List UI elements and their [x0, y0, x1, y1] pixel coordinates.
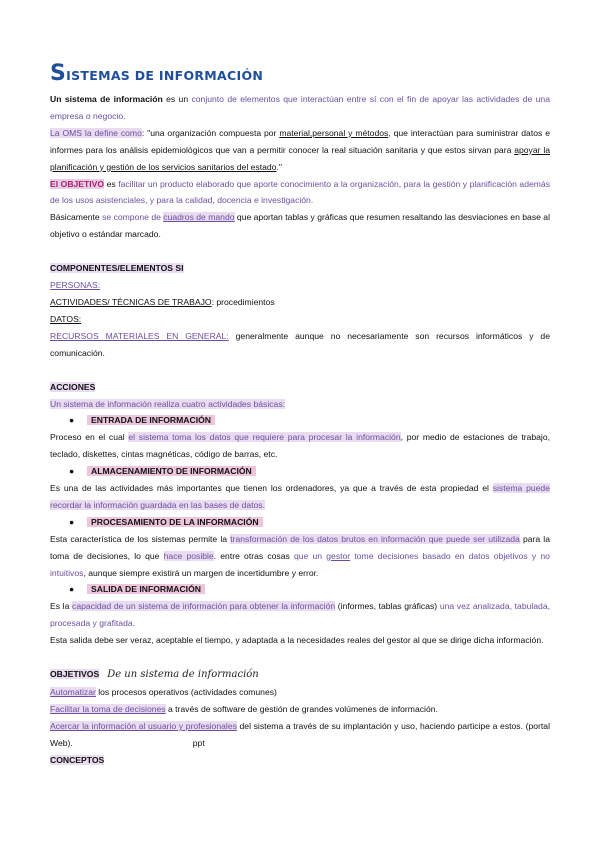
intro-paragraph-2: La OMS la define como: "una organización compuesta por material,personal y métodos, que interactúan para suministrar datos e informes para los análisis epidemiológicos que van a permitir conocer la real situación sanitaria y que estos sirvan para apoyar la planificación y gestión de los servicios sanitarios del estado."	[50, 127, 551, 172]
concepts-heading: CONCEPTOS	[50, 754, 105, 765]
document-body	[50, 91, 550, 769]
components-heading: COMPONENTES/ELEMENTOS SI	[50, 263, 184, 274]
salida-text-2: Esta salida debe ser veraz, aceptable el tiempo, y adaptada a la necesidades reales del gestor al que se dirige dicha información.	[50, 635, 544, 646]
component-item-actividades: ACTIVIDADES/ TÉCNICAS DE TRABAJO: procedimientos	[50, 296, 275, 307]
bullet-procesamiento: ● PROCESAMIENTO DE LA INFORMACIÓN	[50, 514, 550, 531]
component-item-personas: PERSONAS:	[50, 280, 101, 291]
handwritten-note: De un sistema de información	[107, 669, 259, 681]
intro-paragraph-4: Básicamente se compone de cuadros de mando que aportan tablas y gráficas que resumen resaltando las desviaciones en base al objetivo o estándar marcado.	[50, 212, 550, 240]
page-title: SISTEMAS DE INFORMACIÓN	[50, 61, 264, 86]
bullet-salida: ● SALIDA DE INFORMACIÓN	[50, 581, 550, 598]
bullet-entrada: ● ENTRADA DE INFORMACIÓN	[50, 412, 550, 429]
objective-item-3: Acercar la información al usuario y profesionales del sistema a través de su implantación y uso, haciendo participe a estos. (portal Web). ppt	[50, 720, 550, 748]
bullet-almacenamiento: ● ALMACENAMIENTO DE INFORMACIÓN	[50, 463, 550, 480]
objectives-heading: OBJETIVOS De un sistema de información	[50, 669, 259, 681]
objective-item-1: Automatizar los procesos operativos (actividades comunes)	[50, 687, 277, 697]
salida-text: Es la capacidad de un sistema de información para obtener la información (informes, tablas gráficas) una vez analizada, tabulada, procesada y grafitada.	[50, 601, 551, 629]
component-item-recursos: RECURSOS MATERIALES EN GENERAL: generalmente aunque no necesariamente son recursos informáticos y de comunicación.	[50, 330, 550, 358]
intro-paragraph-1: Un sistema de información es un conjunto de elementos que interactúan entre sí con el fin de apoyar las actividades de una empresa o negocio.	[50, 94, 550, 121]
component-item-datos: DATOS:	[50, 313, 82, 324]
intro-paragraph-3: El OBJETIVO es facilitar un producto elaborado que aporte conocimiento a la organización, para la gestión y planificación además de los usos asistenciales, y para la calidad, docencia e investigación.	[50, 178, 550, 206]
objective-item-2: Facilitar la toma de decisiones a través de software de gestión de grandes volúmenes de información.	[50, 703, 438, 714]
procesamiento-text: Esta característica de los sistemas permite la transformación de los datos brutos en información que puede ser utilizada para la toma de decisiones, lo que hace posible. entre otras cosas que un gestor tome decisiones basado en datos objetivos y no intuitivos, aunque siempre existirá un margen de incertidumbre y error.	[50, 533, 550, 578]
almacenamiento-text: Es una de las actividades más importantes que tienen los ordenadores, ya que a través de esta propiedad el sistema puede recordar la información guardada en las bases de datos.	[50, 483, 550, 510]
actions-intro: Un sistema de información realiza cuatro actividades básicas:	[50, 398, 286, 409]
actions-heading: ACCIONES	[50, 381, 96, 392]
entrada-text: Proceso en el cual el sistema toma los datos que requiere para procesar la información, por medio de estaciones de trabajo, teclado, diskettes, cintas magnéticas, código de barras, etc.	[50, 432, 550, 460]
